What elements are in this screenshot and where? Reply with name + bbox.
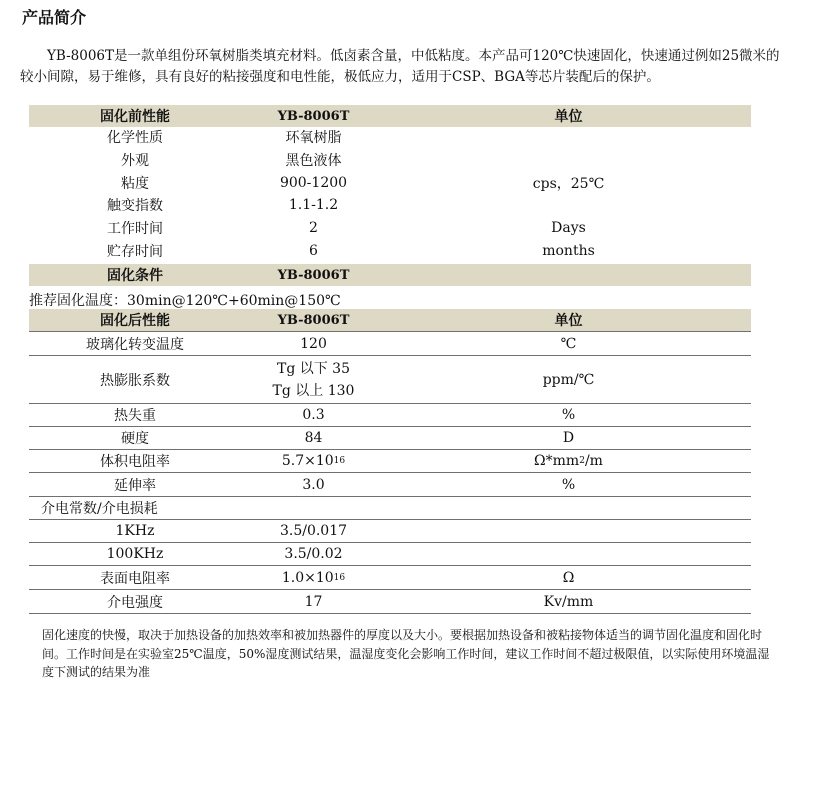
- property-unit: [386, 543, 751, 565]
- property-value: [241, 357, 386, 403]
- property-value: 3.5/0.02: [284, 546, 343, 562]
- property-unit: Ω: [562, 570, 575, 586]
- unit-base: Ω*mm: [534, 453, 580, 469]
- value-base: 5.7×10: [281, 453, 334, 469]
- property-label: 触变指数: [107, 198, 163, 214]
- cte-above-tg: Tg 以上 130: [272, 383, 355, 399]
- property-unit: ℃: [560, 336, 577, 352]
- header-product: YB-8006T: [277, 312, 350, 328]
- table-row: [29, 357, 751, 404]
- table-row: [29, 591, 751, 614]
- unit-tail: /m: [584, 453, 603, 469]
- property-unit: [386, 497, 751, 519]
- property-value: 84: [304, 430, 323, 446]
- property-label: 体积电阻率: [100, 454, 170, 470]
- property-value: 黑色液体: [285, 153, 342, 169]
- property-value: 2: [309, 220, 318, 236]
- table-row: [29, 240, 751, 262]
- property-label: 粘度: [121, 176, 149, 192]
- value-base: 1.0×10: [281, 570, 334, 586]
- property-unit: Ω*mm 2 /m: [534, 453, 603, 469]
- property-label: 延伸率: [114, 478, 156, 494]
- property-unit: [386, 520, 751, 542]
- property-label: 玻璃化转变温度: [86, 337, 184, 353]
- property-unit: %: [561, 407, 576, 423]
- header-unit: 单位: [554, 109, 583, 125]
- property-value: 6: [309, 243, 318, 259]
- table-row: [29, 149, 751, 171]
- intro-paragraph: YB-8006T是一款单组份环氧树脂类填充材料。低卤素含量，中低粘度。本产品可120℃快速固化，快速通过例如25微米的较小间隙，易于维修，具有良好的粘接强度和电性能，极低应力，适用于CSP、BGA等芯片装配后的保护。: [20, 48, 780, 85]
- table-row: [29, 172, 751, 194]
- property-label: 化学性质: [107, 130, 163, 146]
- property-unit: months: [542, 243, 595, 259]
- property-label: 介电强度: [107, 595, 163, 611]
- table-row: [29, 543, 751, 566]
- table-row: [29, 217, 751, 239]
- table-row: [29, 567, 751, 590]
- recommended-cure: 推荐固化温度：30min@120℃+60min@150℃: [29, 293, 341, 309]
- property-value: 1.1-1.2: [288, 197, 339, 213]
- property-label: 表面电阻率: [100, 571, 170, 587]
- table-row: [29, 333, 751, 356]
- table-row: [29, 474, 751, 497]
- property-unit: [386, 194, 751, 216]
- property-value: 17: [304, 594, 323, 610]
- table-row: [29, 404, 751, 427]
- property-unit: Days: [551, 220, 586, 236]
- property-label: 贮存时间: [107, 244, 163, 260]
- property-value: 3.0: [302, 477, 325, 493]
- property-unit: [386, 149, 751, 171]
- property-label: 外观: [121, 153, 149, 169]
- property-label: 硬度: [121, 431, 149, 447]
- cure-conditions-header: [29, 264, 751, 286]
- property-value: 5.7×10 16: [281, 453, 346, 469]
- cte-below-tg: Tg 以下 35: [276, 361, 350, 377]
- property-label: 热失重: [114, 408, 156, 424]
- header-property: 固化后性能: [100, 313, 170, 329]
- property-unit: [386, 126, 751, 148]
- property-unit: D: [562, 430, 575, 446]
- property-value: 900-1200: [279, 175, 348, 191]
- section-title: 产品简介: [22, 8, 87, 27]
- post-cure-header: [29, 309, 751, 332]
- property-value: 3.5/0.017: [279, 523, 348, 539]
- table-row: [29, 427, 751, 450]
- table-row: [29, 126, 751, 148]
- pre-cure-header: [29, 105, 751, 127]
- property-unit: cps，25℃: [532, 176, 605, 192]
- header-unit: 单位: [554, 313, 583, 329]
- property-value: 1.0×10 16: [281, 570, 346, 586]
- header-product: YB-8006T: [277, 267, 350, 283]
- property-label: 工作时间: [107, 221, 163, 237]
- table-row: [29, 520, 751, 543]
- header-cure: 固化条件: [107, 268, 163, 284]
- header-property: 固化前性能: [100, 109, 170, 125]
- property-value: 120: [300, 336, 327, 352]
- header-product: YB-8006T: [277, 108, 350, 124]
- property-label: 介电常数/介电损耗: [41, 501, 158, 517]
- table-row: [29, 450, 751, 473]
- footnote: 固化速度的快慢，取决于加热设备的加热效率和被加热器件的厚度以及大小。要根据加热设备和被粘接物体适当的调节固化温度和固化时间。工作时间是在实验室25℃温度，50%湿度测试结果，温湿度变化会影响工作时间，建议工作时间不超过极限值，以实际使用环境温湿度下测试的结果为准: [42, 628, 770, 679]
- table-row: [29, 497, 751, 520]
- property-unit: ppm/℃: [542, 372, 595, 388]
- property-label: 100KHz: [106, 546, 164, 562]
- property-value: 0.3: [302, 407, 325, 423]
- property-value: 环氧树脂: [285, 130, 342, 146]
- property-unit: %: [561, 477, 576, 493]
- table-row: [29, 194, 751, 216]
- property-value: [241, 497, 386, 519]
- property-unit: Kv/mm: [543, 594, 594, 610]
- property-label: 热膨胀系数: [100, 373, 170, 389]
- property-label: 1KHz: [115, 523, 155, 539]
